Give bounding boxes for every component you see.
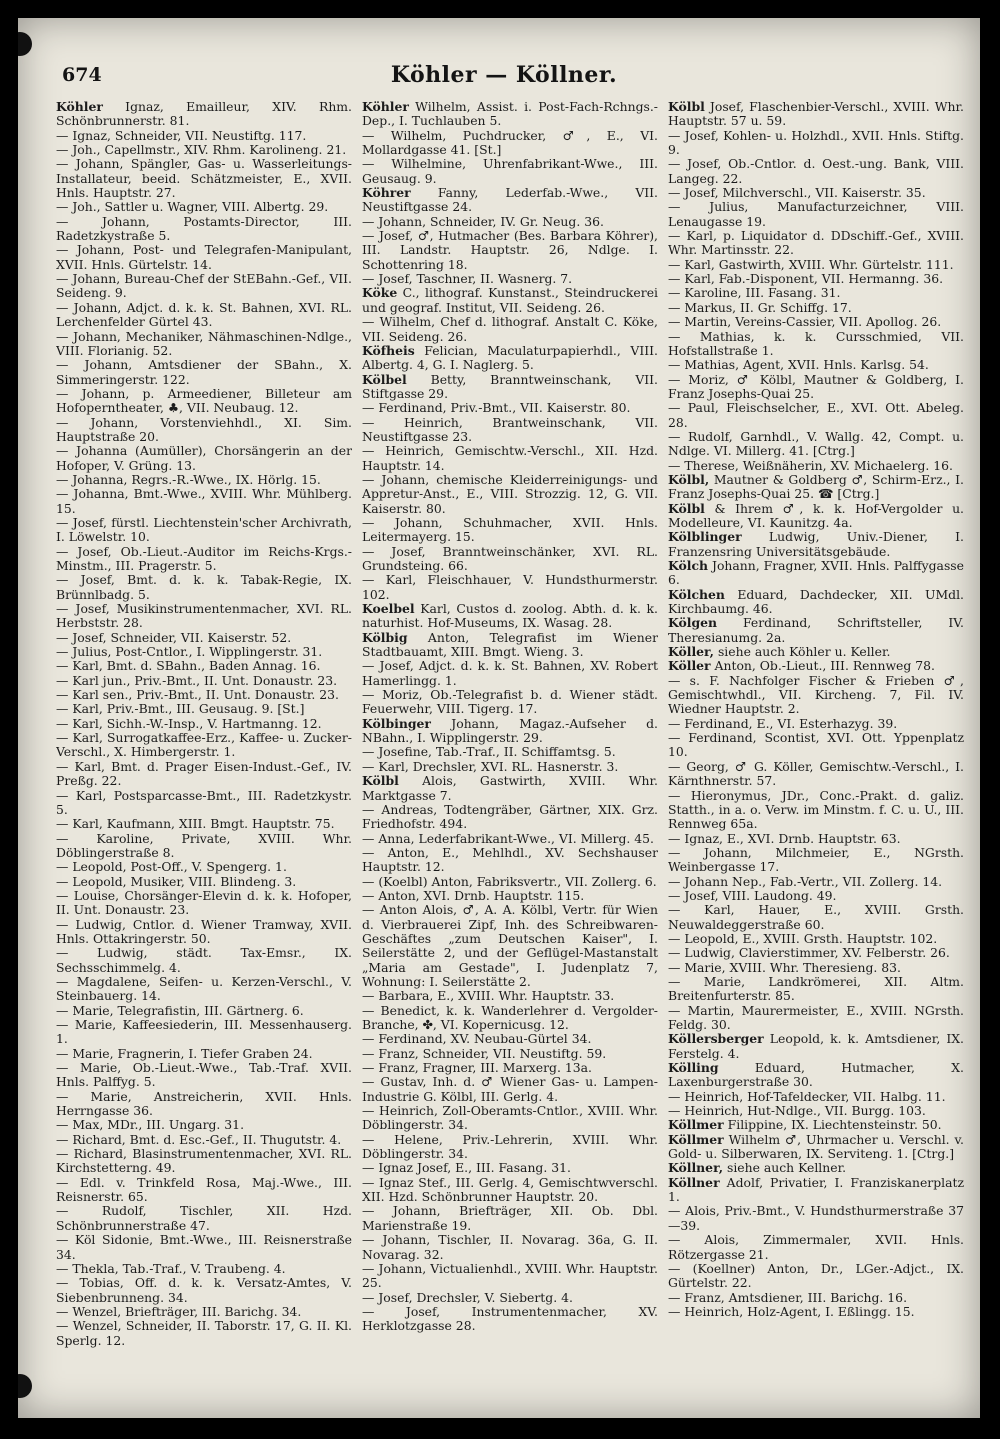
directory-entry: Kölgen Ferdinand, Schriftsteller, IV. Theresianumg. 2a. (668, 615, 964, 645)
directory-entry: Köke C., lithograf. Kunstanst., Steindruckerei und geograf. Institut, VII. Seideng. 26. (362, 285, 658, 315)
directory-entry: — Johann, Vorstenviehhdl., XI. Sim. Hauptstraße 20. (56, 414, 352, 444)
column-left (56, 100, 352, 1400)
directory-entry: — Ignaz Stef., III. Gerlg. 4, Gemischtwverschl. XII. Hzd. Schönbrunner Hauptstr. 20. (362, 1174, 658, 1205)
directory-entry: — Martin, Vereins-Cassier, VII. Apollog. 26. (668, 314, 942, 330)
directory-entry: — Johann, Amtsdiener der SBahn., X. Simmeringerstr. 122. (56, 357, 352, 387)
directory-entry: — Josef, Schneider, VII. Kaiserstr. 52. (56, 629, 292, 645)
directory-entry: — Ignaz, Schneider, VII. Neustiftg. 117. (56, 127, 307, 143)
surname-heading: Kölbl (668, 100, 705, 114)
directory-entry: Kölbl Alois, Gastwirth, XVIII. Whr. Marktgasse 7. (362, 773, 658, 803)
directory-entry: Köller, siehe auch Köhler u. Keller. (668, 644, 891, 660)
directory-entry: — Karl, Gastwirth, XVIII. Whr. Gürtelstr. 111. (668, 256, 954, 272)
surname-heading: Köller (668, 658, 711, 674)
directory-entry: — Karl, p. Liquidator d. DDschiff.-Gef., XVIII. Whr. Martinsstr. 22. (668, 228, 964, 258)
directory-entry: — Joh., Sattler u. Wagner, VIII. Albertg. 29. (56, 199, 329, 215)
directory-entry: — Karl, Fleischhauer, V. Hundsthurmerstr. 102. (362, 572, 658, 602)
directory-entry: — Marie, Kaffeesiederin, III. Messenhauserg. 1. (56, 1017, 352, 1047)
directory-entry: — Johann, Post- und Telegrafen-Manipulant, XVII. Hnls. Gürtelstr. 14. (56, 242, 352, 272)
surname-heading: Köllmer (668, 1131, 724, 1147)
directory-entry: — Josef, Kohlen- u. Holzhdl., XVII. Hnls. Stiftg. 9. (668, 127, 964, 158)
directory-entry: — Thekla, Tab.-Traf., V. Traubeng. 4. (56, 1260, 286, 1276)
surname-heading: Kölbinger (362, 715, 431, 731)
directory-entry: — Ferdinand, Priv.-Bmt., VII. Kaiserstr. 80. (362, 400, 631, 416)
surname-heading: Kölbl, (668, 471, 710, 487)
directory-entry: — Wenzel, Briefträger, III. Barichg. 34. (56, 1303, 302, 1319)
directory-entry: Köllersberger Leopold, k. k. Amtsdiener, IX. Ferstelg. 4. (668, 1031, 964, 1061)
directory-entry: — s. F. Nachfolger Fischer & Frieben ♂, Gemischtwhdl., VII. Kircheng. 7, Fil. IV. Wiedner Hauptstr. 2. (668, 672, 964, 717)
page-number: 674 (62, 64, 102, 86)
directory-entry: — Johanna, Bmt.-Wwe., XVIII. Whr. Mühlberg. 15. (56, 486, 352, 516)
directory-entry: — Richard, Bmt. d. Esc.-Gef., II. Thugutstr. 4. (56, 1131, 342, 1147)
directory-entry: — Anna, Lederfabrikant-Wwe., VI. Millerg. 45. (362, 830, 654, 846)
directory-entry: — Johann, Spängler, Gas- u. Wasserleitungs-Installateur, beeid. Schätzmeister, E., XVII. Hnls. Hauptstr. 27. (56, 156, 352, 201)
surname-heading: Köhrer (362, 185, 411, 201)
directory-entry: — Heinrich, Hut-Ndlge., VII. Burgg. 103. (668, 1103, 926, 1119)
directory-entry: — Marie, Landkrömerei, XII. Altm. Breitenfurterstr. 85. (668, 973, 964, 1004)
directory-entry: Koelbel Karl, Custos d. zoolog. Abth. d. k. k. naturhist. Hof-Museums, IX. Wasag. 28. (362, 601, 658, 631)
directory-entry: Köllner Adolf, Privatier, I. Franziskanerplatz 1. (668, 1174, 964, 1205)
directory-entry: — Josef, Bmt. d. k. k. Tabak-Regie, IX. Brünnlbadg. 5. (56, 572, 352, 602)
surname-heading: Kölbig (362, 629, 408, 645)
directory-entry: — Johann, Schuhmacher, XVII. Hnls. Leitermayerg. 15. (362, 514, 658, 545)
directory-entry: — Ignaz Josef, E., III. Fasang. 31. (362, 1160, 571, 1176)
directory-entry: — Barbara, E., XVIII. Whr. Hauptstr. 33. (362, 988, 615, 1004)
directory-entry: — Mathias, Agent, XVII. Hnls. Karlsg. 54. (668, 357, 929, 373)
directory-entry: — Köl Sidonie, Bmt.-Wwe., III. Reisnerstraße 34. (56, 1232, 352, 1262)
surname-heading: Köke (362, 285, 398, 301)
directory-entry: — Martin, Maurermeister, E., XVIII. NGrsth. Feldg. 30. (668, 1002, 964, 1032)
directory-entry: Kölbinger Johann, Magaz.-Aufseher d. NBahn., I. Wipplingerstr. 29. (362, 715, 658, 746)
directory-entry: — Johann, chemische Kleiderreinigungs- und Appretur-Anst., E., VIII. Strozzig. 12, G. VII. Kaiserstr. 80. (362, 471, 658, 516)
surname-heading: Koelbel (362, 601, 415, 617)
surname-heading: Köllmer (668, 1117, 724, 1133)
directory-entry: — Wenzel, Schneider, II. Taborstr. 17, G. II. Kl. Sperlg. 12. (56, 1318, 352, 1348)
surname-heading: Köhler (56, 100, 103, 114)
directory-entry: — Max, MDr., III. Ungarg. 31. (56, 1117, 245, 1133)
directory-entry: — Karl sen., Priv.-Bmt., II. Unt. Donaustr. 23. (56, 687, 339, 703)
surname-heading: Köllner (668, 1174, 720, 1190)
surname-heading: Kölbl (362, 773, 399, 789)
directory-entry: — Josef, ♂, Hutmacher (Bes. Barbara Köhrer), III. Landstr. Hauptstr. 26, Ndlge. I. Schottenring 18. (362, 228, 658, 272)
directory-entry: Köfheis Felician, Maculaturpapierhdl., VIII. Albertg. 4, G. I. Naglerg. 5. (362, 342, 658, 373)
directory-entry: — Moriz, Ob.-Telegrafist b. d. Wiener städt. Feuerwehr, VIII. Tigerg. 17. (362, 687, 658, 717)
directory-entry: Kölbel Betty, Branntweinschank, VII. Stiftgasse 29. (362, 371, 658, 401)
directory-entry: Köhler Ignaz, Emailleur, XIV. Rhm. Schönbrunnerstr. 81. (56, 100, 352, 129)
directory-entry: — Ludwig, städt. Tax-Emsr., IX. Sechsschimmelg. 4. (56, 945, 352, 975)
directory-entry: Köller Anton, Ob.-Lieut., III. Rennweg 78. (668, 658, 935, 674)
directory-entry: — Karl jun., Priv.-Bmt., II. Unt. Donaustr. 23. (56, 672, 338, 688)
directory-entry: — Josef, Ob.-Lieut.-Auditor im Reichs-Krgs.-Minstm., III. Pragerstr. 5. (56, 543, 352, 573)
directory-entry: — Josef, Ob.-Cntlor. d. Oest.-ung. Bank, VIII. Langeg. 22. (668, 156, 964, 186)
directory-entry: — Andreas, Todtengräber, Gärtner, XIX. Grz. Friedhofstr. 494. (362, 801, 658, 832)
directory-entry: — Karl, Sichh.-W.-Insp., V. Hartmanng. 12. (56, 715, 322, 731)
directory-entry: — Moriz, ♂ Kölbl, Mautner & Goldberg, I. Franz Josephs-Quai 25. (668, 371, 964, 401)
directory-entry: — Marie, XVIII. Whr. Theresieng. 83. (668, 959, 901, 975)
directory-entry: — Markus, II. Gr. Schiffg. 17. (668, 299, 852, 315)
scan-hole-top (18, 32, 32, 56)
directory-entry: — Hieronymus, JDr., Conc.-Prakt. d. galiz. Statth., in a. o. Verw. im Minstm. f. C. u. U., III. Rennweg 65a. (668, 787, 964, 832)
directory-entry: — Anton, XVI. Drnb. Hauptstr. 115. (362, 887, 585, 903)
directory-entry: — Karl, Kaufmann, XIII. Bmgt. Hauptstr. 75. (56, 816, 335, 832)
directory-entry: — Wilhelm, Puchdrucker, ♂, E., VI. Mollardgasse 41. [St.] (362, 127, 658, 158)
surname-heading: Kölling (668, 1060, 719, 1076)
directory-entry: — Karl, Fab.-Disponent, VII. Hermanng. 36. (668, 271, 944, 287)
directory-entry: — Johann Nep., Fab.-Vertr., VII. Zollerg. 14. (668, 873, 943, 889)
directory-entry: — Karl, Surrogatkaffee-Erz., Kaffee- u. Zucker-Verschl., X. Himbergerstr. 1. (56, 730, 352, 760)
directory-entry: — Johann, Victualienhdl., XVIII. Whr. Hauptstr. 25. (362, 1260, 658, 1291)
directory-entry: Kölchen Eduard, Dachdecker, XII. UMdl. Kirchbaumg. 46. (668, 586, 964, 617)
directory-entry: — Marie, Ob.-Lieut.-Wwe., Tab.-Traf. XVII. Hnls. Palffyg. 5. (56, 1060, 352, 1090)
directory-entry: — Karl, Hauer, E., XVIII. Grsth. Neuwaldeggerstraße 60. (668, 902, 964, 932)
directory-entry: — Georg, ♂ G. Köller, Gemischtw.-Verschl., I. Kärnthnerstr. 57. (668, 758, 964, 789)
directory-entry: — Karoline, Private, XVIII. Whr. Döblingerstraße 8. (56, 830, 352, 860)
directory-entry: — Leopold, E., XVIII. Grsth. Hauptstr. 102. (668, 930, 938, 946)
directory-entry: — Johann, Schneider, IV. Gr. Neug. 36. (362, 213, 604, 229)
surname-heading: Köllner, (668, 1160, 724, 1176)
directory-entry: — Edl. v. Trinkfeld Rosa, Maj.-Wwe., III. Reisnerstr. 65. (56, 1174, 352, 1205)
surname-heading: Kölchen (668, 586, 725, 602)
directory-entry: — Rudolf, Garnhdl., V. Wallg. 42, Compt. u. Ndlge. VI. Millerg. 41. [Ctrg.] (668, 428, 964, 459)
directory-entry: — Heinrich, Brantweinschank, VII. Neustiftgasse 23. (362, 414, 658, 444)
directory-entry: — Leopold, Post-Off., V. Spengerg. 1. (56, 859, 287, 875)
scan-hole-bottom (18, 1374, 32, 1398)
directory-entry: — Julius, Post-Cntlor., I. Wipplingerstr. 31. (56, 644, 323, 660)
directory-entry: — Richard, Blasinstrumentenmacher, XVI. RL. Kirchstetterng. 49. (56, 1146, 352, 1176)
directory-entry: — Helene, Priv.-Lehrerin, XVIII. Whr. Döblingerstr. 34. (362, 1131, 658, 1162)
directory-entry: — Magdalene, Seifen- u. Kerzen-Verschl., V. Steinbauerg. 14. (56, 973, 352, 1004)
directory-entry: — Josef, VIII. Laudong. 49. (668, 887, 837, 903)
directory-entry: — Marie, Fragnerin, I. Tiefer Graben 24. (56, 1045, 313, 1061)
directory-entry: Kölbl Josef, Flaschenbier-Verschl., XVIII. Whr. Hauptstr. 57 u. 59. (668, 100, 964, 129)
directory-entry: — Anton Alois, ♂, A. A. Kölbl, Vertr. für Wien d. Vierbrauerei Zipf, Inh. des Schreibwaren-Geschäftes „zum Deutschen Kaiser", I. Seilerstätte 2, und der Geflügel-Mastanstalt „Maria am Gestade", I. Judenplatz 7, Wohnung: I. Seilerstätte 2. (362, 902, 658, 989)
directory-entry: — Karl, Postsparcasse-Bmt., III. Radetzkystr. 5. (56, 787, 352, 817)
directory-entry: — Josef, Branntweinschänker, XVI. RL. Grundsteing. 66. (362, 543, 658, 573)
directory-entry: Kölbl, Mautner & Goldberg ♂, Schirm-Erz., I. Franz Josephs-Quai 25. ☎ [Ctrg.] (668, 471, 964, 502)
directory-entry: — Johann, Adjct. d. k. k. St. Bahnen, XVI. RL. Lerchenfelder Gürtel 43. (56, 299, 352, 330)
directory-entry: Köllmer Wilhelm ♂, Uhrmacher u. Verschl. v. Gold- u. Silberwaren, IX. Serviteng. 1. [Ctrg.] (668, 1131, 964, 1162)
directory-entry: — Marie, Anstreicherin, XVII. Hnls. Herrngasse 36. (56, 1088, 352, 1119)
directory-entry: — Karl, Bmt. d. Prager Eisen-Indust.-Gef., IV. Preßg. 22. (56, 758, 352, 789)
surname-heading: Kölgen (668, 615, 718, 631)
directory-page (18, 18, 980, 1418)
surname-heading: Köfheis (362, 342, 415, 358)
directory-entry: Kölbig Anton, Telegrafist im Wiener Stadtbauamt, XIII. Bmgt. Wieng. 3. (362, 629, 658, 660)
surname-heading: Kölbl (668, 500, 705, 516)
directory-entry: — Gustav, Inh. d. ♂ Wiener Gas- u. Lampen-Industrie G. Kölbl, III. Gerlg. 4. (362, 1074, 658, 1104)
running-title: Köhler — Köllner. (390, 62, 618, 88)
directory-entry: — Karoline, III. Fasang. 31. (668, 285, 841, 301)
directory-entry: — Marie, Telegrafistin, III. Gärtnerg. 6. (56, 1002, 304, 1018)
directory-entry: Kölbl & Ihrem ♂, k. k. Hof-Vergolder u. Modelleure, VI. Kaunitzg. 4a. (668, 500, 964, 530)
directory-entry: — Rudolf, Tischler, XII. Hzd. Schönbrunnerstraße 47. (56, 1203, 352, 1233)
directory-entry: — Alois, Priv.-Bmt., V. Hundsthurmerstraße 37—39. (668, 1203, 964, 1233)
directory-entry: — Therese, Weißnäherin, XV. Michaelerg. 16. (668, 457, 953, 473)
directory-entry: Kölblinger Ludwig, Univ.-Diener, I. Franzensring Universitätsgebäude. (668, 529, 964, 559)
directory-entry: — Johann, Briefträger, XII. Ob. Dbl. Marienstraße 19. (362, 1203, 658, 1233)
directory-entry: — Johanna (Aumüller), Chorsängerin an der Hofoper, V. Grüng. 13. (56, 443, 352, 473)
directory-entry: — Josef, fürstl. Liechtenstein'scher Archivrath, I. Löwelstr. 10. (56, 514, 352, 545)
directory-entry: — Julius, Manufacturzeichner, VIII. Lenaugasse 19. (668, 199, 964, 229)
directory-entry: Köhrer Fanny, Lederfab.-Wwe., VII. Neustiftgasse 24. (362, 185, 658, 215)
directory-entry: — Johanna, Regrs.-R.-Wwe., IX. Hörlg. 15. (56, 471, 321, 487)
directory-entry: — Heinrich, Holz-Agent, I. Eßlingg. 15. (668, 1303, 915, 1319)
directory-entry: — Johann, Postamts-Director, III. Radetzkystraße 5. (56, 213, 352, 244)
directory-entry: — Ludwig, Cntlor. d. Wiener Tramway, XVII. Hnls. Ottakringerstr. 50. (56, 916, 352, 946)
directory-entry: Kölling Eduard, Hutmacher, X. Laxenburgerstraße 30. (668, 1060, 964, 1090)
directory-entry: — Josef, Taschner, II. Wasnerg. 7. (362, 271, 573, 287)
directory-entry: — Benedict, k. k. Wanderlehrer d. Vergolder-Branche, ✤, VI. Kopernicusg. 12. (362, 1002, 658, 1032)
directory-entry: — Johann, Mechaniker, Nähmaschinen-Ndlge., VIII. Florianig. 52. (56, 328, 352, 358)
surname-heading: Kölblinger (668, 529, 742, 545)
directory-entry: — Karl, Priv.-Bmt., III. Geusaug. 9. [St.] (56, 701, 305, 717)
directory-entry: — Johann, Bureau-Chef der StEBahn.-Gef., VII. Seideng. 9. (56, 271, 352, 301)
directory-entry: Köhler Wilhelm, Assist. i. Post-Fach-Rchngs.-Dep., I. Tuchlauben 5. (362, 100, 658, 129)
page-header (58, 62, 950, 96)
directory-entry: — Josef, Musikinstrumentenmacher, XVI. RL. Herbststr. 28. (56, 601, 352, 631)
directory-entry: Kölch Johann, Fragner, XVII. Hnls. Palffygasse 6. (668, 558, 964, 588)
directory-entry: — (Koelbl) Anton, Fabriksvertr., VII. Zollerg. 6. (362, 873, 657, 889)
directory-entry: — Johann, Milchmeier, E., NGrsth. Weinbergasse 17. (668, 844, 964, 875)
directory-entry: — Karl, Drechsler, XVI. RL. Hasnerstr. 3. (362, 758, 619, 774)
surname-heading: Kölbel (362, 371, 407, 387)
directory-entry: — Karl, Bmt. d. SBahn., Baden Annag. 16. (56, 658, 321, 674)
directory-entry: — Josef, Milchverschl., VII. Kaiserstr. 35. (668, 185, 926, 201)
directory-entry: — Mathias, k. k. Cursschmied, VII. Hofstallstraße 1. (668, 328, 964, 358)
directory-entry: — Joh., Capellmstr., XIV. Rhm. Karolineng. 21. (56, 142, 347, 158)
directory-entry: — Johann, Tischler, II. Novarag. 36a, G. II. Novarag. 32. (362, 1232, 658, 1262)
directory-entry: Köllner, siehe auch Kellner. (668, 1160, 847, 1176)
surname-heading: Köhler (362, 100, 409, 114)
directory-entry: — Wilhelm, Chef d. lithograf. Anstalt C. Köke, VII. Seideng. 26. (362, 314, 658, 344)
directory-entry: — Franz, Fragner, III. Marxerg. 13a. (362, 1060, 592, 1076)
directory-entry: — Heinrich, Gemischtw.-Verschl., XII. Hzd. Hauptstr. 14. (362, 443, 658, 473)
surname-heading: Köller, (668, 644, 714, 660)
directory-entry: — Josef, Drechsler, V. Siebertg. 4. (362, 1289, 573, 1305)
directory-entry: — Josefine, Tab.-Traf., II. Schiffamtsg. 5. (362, 744, 616, 760)
directory-entry: — (Koellner) Anton, Dr., LGer.-Adjct., IX. Gürtelstr. 22. (668, 1260, 964, 1291)
directory-entry: — Ignaz, E., XVI. Drnb. Hauptstr. 63. (668, 830, 901, 846)
directory-entry: — Louise, Chorsänger-Elevin d. k. k. Hofoper, II. Unt. Donaustr. 23. (56, 887, 352, 918)
directory-entry: — Josef, Instrumentenmacher, XV. Herklotzgasse 28. (362, 1303, 658, 1334)
directory-entry: — Franz, Amtsdiener, III. Barichg. 16. (668, 1289, 908, 1305)
directory-entry: — Heinrich, Zoll-Oberamts-Cntlor., XVIII. Whr. Döblingerstr. 34. (362, 1103, 658, 1133)
directory-entry: — Wilhelmine, Uhrenfabrikant-Wwe., III. Geusaug. 9. (362, 156, 658, 186)
directory-entry: — Ferdinand, XV. Neubau-Gürtel 34. (362, 1031, 592, 1047)
directory-entry: — Ferdinand, E., VI. Esterhazyg. 39. (668, 715, 898, 731)
directory-entry: — Johann, p. Armeediener, Billeteur am Hofoperntheater, ♣, VII. Neubaug. 12. (56, 385, 352, 416)
directory-entry: — Ferdinand, Scontist, XVI. Ott. Yppenplatz 10. (668, 730, 964, 760)
surname-heading: Köllersberger (668, 1031, 764, 1047)
directory-entry: — Leopold, Musiker, VIII. Blindeng. 3. (56, 873, 297, 889)
directory-entry: — Anton, E., Mehlhdl., XV. Sechshauser Hauptstr. 12. (362, 844, 658, 875)
directory-entry: — Franz, Schneider, VII. Neustiftg. 59. (362, 1045, 607, 1061)
directory-entry: Köllmer Filippine, IX. Liechtensteinstr. 50. (668, 1117, 942, 1133)
surname-heading: Kölch (668, 558, 709, 573)
directory-entry: — Paul, Fleischselcher, E., XVI. Ott. Abeleg. 28. (668, 400, 964, 430)
column-right (668, 100, 964, 1400)
directory-columns (56, 100, 964, 1400)
directory-entry: — Ludwig, Clavierstimmer, XV. Felberstr. 26. (668, 945, 950, 961)
directory-entry: — Josef, Adjct. d. k. k. St. Bahnen, XV. Robert Hamerlingg. 1. (362, 658, 658, 688)
directory-entry: — Tobias, Off. d. k. k. Versatz-Amtes, V. Siebenbrunneng. 34. (56, 1275, 352, 1305)
column-middle (362, 100, 658, 1400)
directory-entry: — Heinrich, Hof-Tafeldecker, VII. Halbg. 11. (668, 1088, 946, 1104)
directory-entry: — Alois, Zimmermaler, XVII. Hnls. Rötzergasse 21. (668, 1232, 964, 1262)
